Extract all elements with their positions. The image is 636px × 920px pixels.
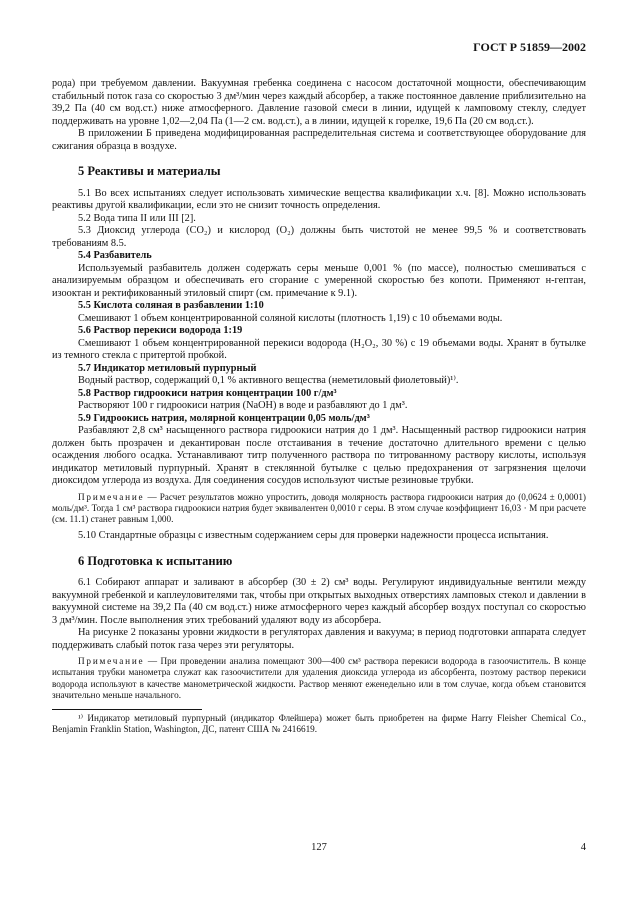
print-number: 4 (580, 842, 586, 853)
note-6 (52, 656, 586, 701)
document-body (52, 78, 586, 735)
paragraph-5-9: Разбавляют 2,8 см³ насыщенного раствора гидроокиси натрия до 1 дм³. Насыщенный раствор гидроокиси натрия должен быть прозрачен и декантирован после отстаивания в течение достаточно длительного времени с целью осаждения любого осадка. Устанавливают титр полученного раствора по титрованному раствору кислоты, используя индикатор метиловый пурпурный. Хранят в стеклянной бутылке с целью предохранения от загрязнения щелочи диоксидом углерода из воздуха. Для соединения сосудов используют чистые резиновые трубки. (52, 425, 586, 486)
footnote-divider (52, 709, 202, 710)
heading-5-7: 5.7 Индикатор метиловый пурпурный (78, 362, 257, 374)
note-5-9 (52, 492, 586, 526)
heading-5-5: 5.5 Кислота соляная в разбавлении 1:10 (78, 300, 264, 311)
page-number: 127 (311, 842, 327, 853)
standard-header: ГОСТ Р 51859—2002 (473, 40, 586, 54)
heading-5-6: 5.6 Раствор перекиси водорода 1:19 (78, 325, 243, 336)
paragraph-5-5: Смешивают 1 объем концентрированной соляной кислоты (плотность 1,19) с 10 объемами воды. (78, 312, 503, 324)
section-5-title: 5 Реактивы и материалы (78, 164, 221, 178)
note-label: Примечание (78, 491, 145, 502)
paragraph-5-1: 5.1 Во всех испытаниях следует использовать химические вещества квалификации х.ч. [8]. Можно использовать реактивы другой квалификации, если это не снизит точность определения. (52, 187, 586, 211)
paragraph-5-2: 5.2 Вода типа II или III [2]. (78, 212, 196, 224)
paragraph-5-10: 5.10 Стандартные образцы с известным содержанием серы для проверки надежности процесса испытания. (78, 530, 549, 542)
paragraph-5-7: Водный раствор, содержащий 0,1 % активного вещества (неметиловый фиолетовый)¹⁾. (78, 375, 459, 386)
paragraph-5-4: Используемый разбавитель должен содержать серы меньше 0,001 % (по массе), полностью смешиваться с анализируемым образцом и обеспечивать его сгорание с умеренной скоростью без копоти. Применяют н-гептан, изооктан и ректификованный этиловый спирт (см. примечание к 9.1). (52, 262, 586, 299)
paragraph-continuation: рода) при требуемом давлении. Вакуумная гребенка соединена с насосом достаточной мощности, обеспечивающим стабильный поток газа со скоростью 3 дм³/мин через каждый абсорбер, а также постоянное давление приблизительно на 39,2 Па (40 см вод.ст.) ниже атмосферного. Давление газовой смеси в линии, идущей к ламповому стеклу, следует поддерживать на уровне 1,02—2,04 Па (1—2 см. вод.ст.), а в линии, идущей к горелке, 19,6 Па (20 см вод.ст.). (52, 78, 586, 127)
heading-5-8: 5.8 Раствор гидроокиси натрия концентрации 100 г/дм³ (78, 387, 337, 399)
note-text: — Расчет результатов можно упростить, доводя молярность раствора гидроокиси натрия до (0,0624 ± 0,0001) моль/дм³. Тогда 1 см³ раствора гидроокиси натрия будет эквивалентен 0,0010 г серы. В этом случае коэффициент 16,03 · M при расчете (см. 11.1) станет равным 1,000. (52, 491, 586, 524)
paragraph-figure-2: На рисунке 2 показаны уровни жидкости в регуляторах давления и вакуума; в период подготовки аппарата следует поддерживать слабый поток газа через эти регуляторы. (52, 627, 586, 651)
note-label: Примечание (78, 656, 145, 667)
paragraph-5-8: Растворяют 100 г гидроокиси натрия (NaOH) в воде и разбавляют до 1 дм³. (78, 400, 408, 411)
section-6-title: 6 Подготовка к испытанию (78, 553, 233, 568)
heading-5-9: 5.9 Гидроокись натрия, молярной концентрации 0,05 моль/дм³ (78, 412, 370, 424)
paragraph-6-1: 6.1 Собирают аппарат и заливают в абсорбер (30 ± 2) см³ воды. Регулируют индивидуальные вентили между вакуумной гребенкой и каплеуловителями так, чтобы при открытых выходных отверстиях ламповых стекол и давлении в вакуумной системе на 39,2 Па (40 см вод.ст.) ниже атмосферного через каждый абсорбер воздух поступал со скоростью 3 дм³/мин. После выполнения этих требований удаляют воду из абсорбера. (52, 577, 586, 626)
note-text: — При проведении анализа помещают 300—400 см³ раствора перекиси водорода в газоочиститель. В конце испытания трубки манометра служат как газоочистители для удаления диоксида углерода из абсорбента, поэтому раствор перекиси водорода используют в качестве манометрической жидкости. Раствор меняют еженедельно или в том случае, когда объем становится значительно меньше начального. (52, 656, 586, 700)
heading-5-4: 5.4 Разбавитель (78, 250, 152, 261)
paragraph-appendix: В приложении Б приведена модифицированная распределительная система и соответствующее оборудование для сжигания образца в воздухе. (52, 128, 586, 152)
paragraph-5-6: Смешивают 1 объем концентрированной перекиси водорода (H₂O₂, 30 %) с 19 объемами воды. Хранят в бутылке из темного стекла с притертой пробкой. (52, 337, 586, 361)
paragraph-5-3: 5.3 Диоксид углерода (CO₂) и кислород (O₂) должны быть чистотой не менее 99,5 % и соответствовать требованиям 8.5. (52, 225, 586, 249)
footnote: ¹⁾ Индикатор метиловый пурпурный (индикатор Флейшера) может быть приобретен на фирме Harry Fleisher Chemical Co., Benjamin Franklin Station, Washington, ДС, патент США № 2416619. (52, 712, 586, 735)
